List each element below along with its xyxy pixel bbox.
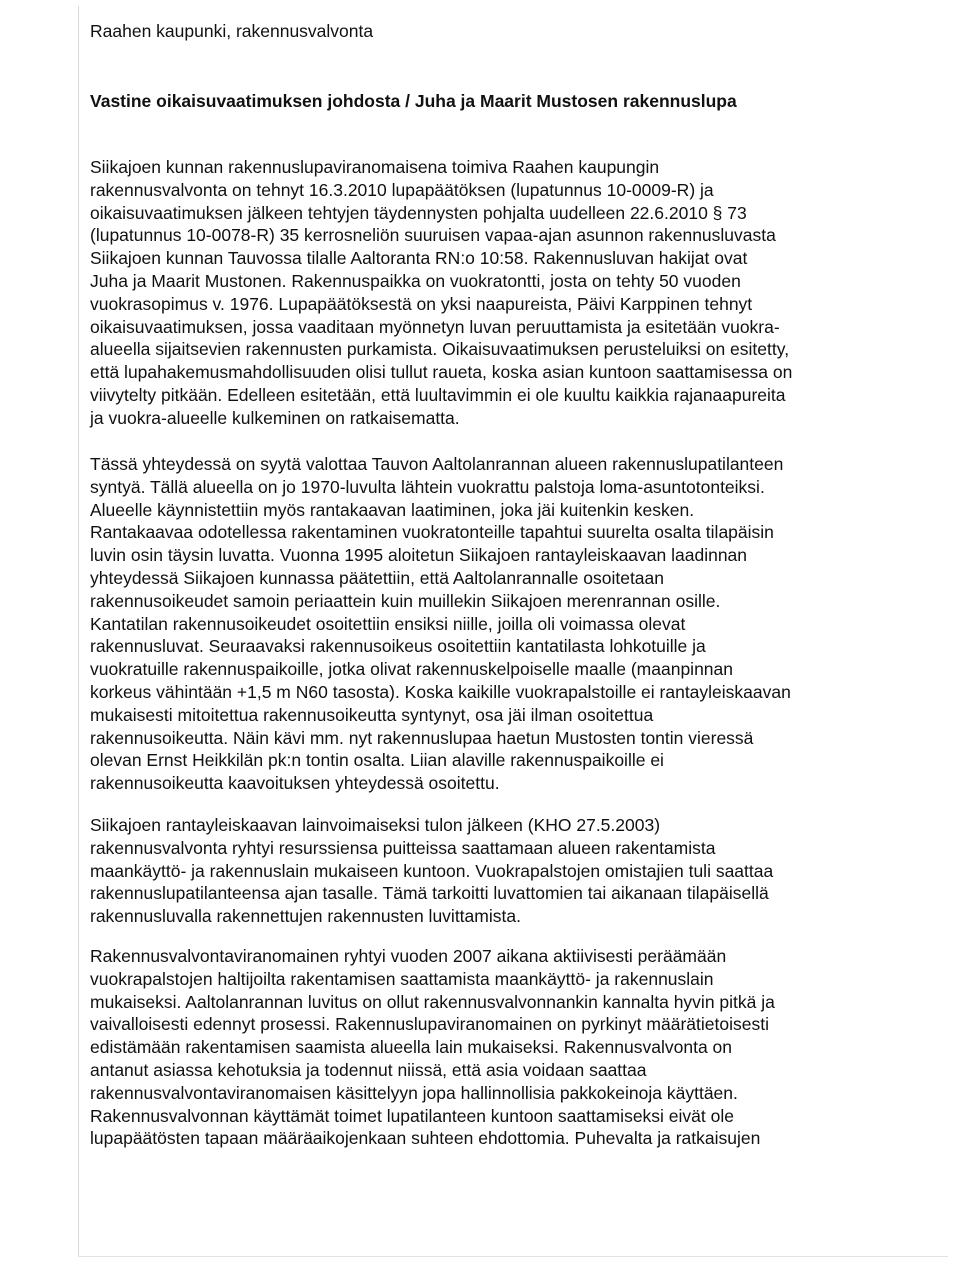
text-line: rakennusvalvontaviranomaisen käsittelyyn jopa hallinnollisia pakkokeinoja käyttäen. — [90, 1082, 738, 1103]
text-line: Rakennusvalvontaviranomainen ryhtyi vuoden 2007 aikana aktiivisesti peräämään — [90, 946, 727, 966]
paragraph-background — [90, 156, 792, 430]
text-line: lupapäätösten tapaan määräaikojenkaan suhteen ehdottomia. Puhevalta ja ratkaisujen — [90, 1128, 761, 1149]
text-line: Alueelle käynnistettiin myös rantakaavan laatiminen, joka jäi kuitenkin kesken. — [90, 499, 695, 520]
text-line: alueella sijaitsevien rakennusten purkamista. Oikaisuvaatimuksen perusteluiksi on esitetty, — [90, 339, 790, 360]
text-line: oikaisuvaatimuksen jälkeen tehtyjen täydennysten pohjalta uudelleen 22.6.2010 § 73 — [90, 202, 747, 223]
text-line: luvin osin täysin luvatta. Vuonna 1995 aloitetun Siikajoen rantayleiskaavan laadinnan — [90, 545, 748, 566]
text-line: rakennusluvalla rakennettujen rakennusten luvittamista. — [90, 906, 521, 927]
text-line: Siikajoen kunnan rakennuslupaviranomaisena toimiva Raahen kaupungin — [90, 157, 660, 177]
text-line: korkeus vähintään +1,5 m N60 tasosta). Koska kaikille vuokrapalstoille ei rantayleiskaavan — [90, 681, 791, 702]
text-line: Rantakaavaa odotellessa rakentaminen vuokratonteille tapahtui suurelta osalta tilapäisin — [90, 522, 774, 543]
text-line: mukaiseksi. Aaltolanrannan luvitus on ollut rakennusvalvonnankin kannalta hyvin pitkä ja — [90, 991, 775, 1012]
text-line: rakennusvalvonta on tehnyt 16.3.2010 lupapäätöksen (lupatunnus 10-0009-R) ja — [90, 179, 714, 200]
text-line: vuokrapalstojen haltijoilta rakentamisen saattamista maankäyttö- ja rakennuslain — [90, 968, 714, 989]
text-line: maankäyttö- ja rakennuslain mukaiseen kuntoon. Vuokrapalstojen omistajien tuli saattaa — [90, 860, 774, 881]
text-line: edistämään rakentamisen saamista alueella lain mukaiseksi. Rakennusvalvonta on — [90, 1037, 733, 1058]
paragraph-enforcement — [90, 945, 775, 1150]
text-line: olevan Ernst Heikkilän pk:n tontin osalta. Liian alaville rakennuspaikoille ei — [90, 750, 664, 771]
text-line: yhteydessä Siikajoen kunnassa päätettiin, että Aaltolanrannalle osoitetaan — [90, 567, 665, 588]
text-line: Tässä yhteydessä on syytä valottaa Tauvon Aaltolanrannan alueen rakennuslupatilanteen — [90, 454, 784, 474]
text-line: rakennusluvat. Seuraavaksi rakennusoikeus osoitettiin kantatilasta lohkotuille ja — [90, 636, 706, 657]
text-line: vuokratuille rakennuspaikoille, jotka olivat rakennuskelpoiselle maalle (maanpinnan — [90, 659, 734, 680]
text-line: että lupahakemusmahdollisuuden olisi tullut raueta, koska asian kuntoon saattamisessa on — [90, 362, 793, 383]
text-line: rakennuslupatilanteensa ajan tasalle. Tämä tarkoitti luvattomien tai aikanaan tilapäisellä — [90, 883, 769, 904]
text-line: oikaisuvaatimuksen, jossa vaaditaan myönnetyn luvan peruuttamista ja esitetään vuokra- — [90, 316, 780, 337]
text-line: rakennusvalvonta ryhtyi resurssiensa puitteissa saattamaan alueen rakentamista — [90, 837, 716, 858]
paragraph-area-history — [90, 453, 791, 795]
text-line: antanut asiassa kehotuksia ja todennut niissä, että asia voidaan saattaa — [90, 1059, 647, 1080]
text-line: Juha ja Maarit Mustonen. Rakennuspaikka on vuokratontti, josta on tehty 50 vuoden — [90, 270, 741, 291]
text-line: vuokrasopimus v. 1976. Lupapäätöksestä on yksi naapureista, Päivi Karppinen tehnyt — [90, 293, 753, 314]
text-line: rakennusoikeudet samoin periaattein kuin muillekin Siikajoen merenrannan osille. — [90, 590, 721, 611]
document-header: Raahen kaupunki, rakennusvalvonta — [90, 21, 374, 41]
text-line: rakennusoikeutta kaavoituksen yhteydessä osoitettu. — [90, 773, 500, 794]
scan-edge-left — [78, 6, 79, 1256]
text-line: Siikajoen kunnan Tauvossa tilalle Aaltoranta RN:o 10:58. Rakennusluvan hakijat ovat — [90, 248, 748, 269]
text-line: vaivalloisesti edennyt prosessi. Rakennuslupaviranomainen on pyrkinyt määrätietoisesti — [90, 1014, 769, 1035]
text-line: rakennusoikeutta. Näin kävi mm. nyt rakennuslupaa haetun Mustosten tontin vieressä — [90, 727, 754, 748]
text-line: Rakennusvalvonnan käyttämät toimet lupatilanteen kuntoon saattamiseksi eivät ole — [90, 1105, 734, 1126]
scan-edge-bottom — [78, 1256, 948, 1257]
text-line: ja vuokra-alueelle kulkeminen on ratkaisematta. — [90, 407, 460, 428]
text-line: (lupatunnus 10-0078-R) 35 kerrosneliön suuruisen vapaa-ajan asunnon rakennusluvasta — [90, 225, 776, 246]
text-line: viivytelty pitkään. Edelleen esitetään, että luultavimmin ei ole kuultu kaikkia rajanaapureita — [90, 384, 786, 405]
text-line: syntyä. Tällä alueella on jo 1970-luvulta lähtein vuokrattu palstoja loma-asuntotonteiksi. — [90, 476, 765, 497]
text-line: Siikajoen rantayleiskaavan lainvoimaiseksi tulon jälkeen (KHO 27.5.2003) — [90, 815, 661, 835]
text-line: Kantatilan rakennusoikeudet osoitettiin ensiksi niille, joilla oli voimassa olevat — [90, 613, 686, 634]
text-line: mukaisesti mitoitettua rakennusoikeutta syntynyt, osa jäi ilman osoitettua — [90, 704, 654, 725]
paragraph-legal-status — [90, 814, 773, 928]
document-title: Vastine oikaisuvaatimuksen johdosta / Juha ja Maarit Mustosen rakennuslupa — [90, 91, 737, 111]
